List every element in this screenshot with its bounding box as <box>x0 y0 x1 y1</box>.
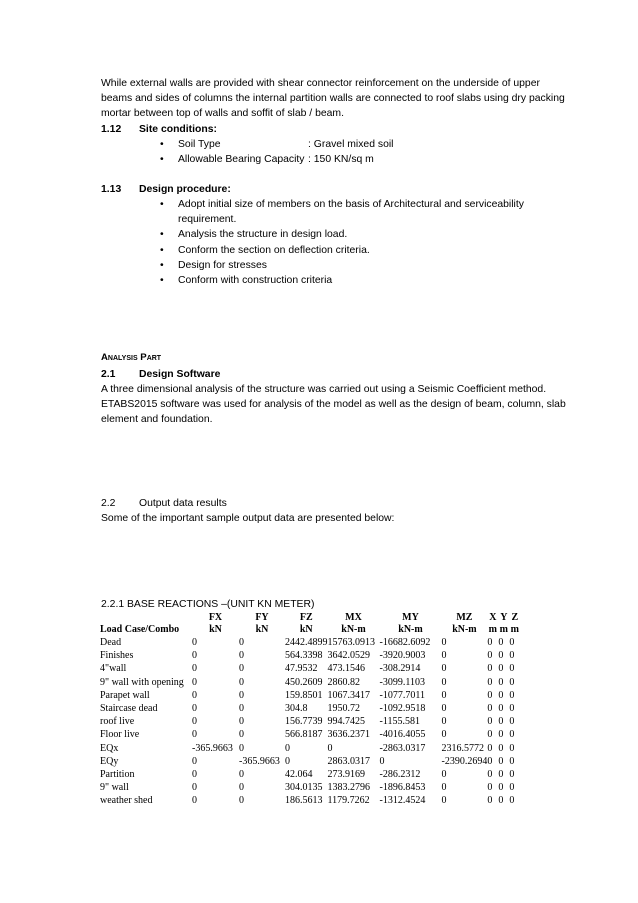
table-cell: 2863.0317 <box>327 755 370 767</box>
table-cell: 0 <box>192 650 197 662</box>
table-cell: 450.2609 <box>285 676 323 688</box>
table-cell: 0 <box>509 755 515 767</box>
list-item <box>160 227 560 242</box>
table-cell: 0 <box>441 769 447 781</box>
table-cell: 0 <box>498 703 504 715</box>
table-cell: 4"wall <box>100 663 127 675</box>
list-item <box>160 137 560 152</box>
table-cell: 1950.72 <box>327 703 360 715</box>
output-results-heading <box>101 496 227 511</box>
item-text: Conform the section on deflection criteria. <box>178 244 370 256</box>
table-cell: 0 <box>487 650 493 662</box>
base-reactions-heading: 2.2.1 BASE REACTIONS –(UNIT KN METER) <box>101 599 315 610</box>
table-row <box>100 781 520 794</box>
table-cell: 1383.2796 <box>327 782 370 794</box>
item-value: : 150 KN/sq m <box>308 154 374 166</box>
bullet-icon: • <box>160 139 164 150</box>
table-cell: 304.0135 <box>285 782 323 794</box>
table-cell: -3099.1103 <box>379 676 425 688</box>
table-cell: 0 <box>239 689 244 701</box>
table-cell: 0 <box>192 729 197 741</box>
list-item <box>160 243 560 258</box>
table-cell: 0 <box>239 637 244 648</box>
table-row <box>100 742 520 755</box>
item-text: Adopt initial size of members on the basis of Architectural and serviceability requirement. <box>178 199 524 226</box>
table-cell: 186.5613 <box>285 795 323 807</box>
table-cell: 0 <box>509 782 515 794</box>
table-row <box>100 768 520 781</box>
table-cell: 0 <box>327 742 333 754</box>
section-number: 2.1 <box>101 369 116 380</box>
table-row <box>100 662 520 675</box>
table-cell: EQy <box>100 755 119 767</box>
table-cell: 0 <box>441 782 447 794</box>
table-cell: 0 <box>239 782 244 794</box>
table-cell: 0 <box>239 650 244 662</box>
table-row <box>100 715 520 728</box>
table-cell: EQx <box>100 742 119 754</box>
table-cell: 0 <box>498 689 504 701</box>
section-title: Design Software <box>139 369 221 380</box>
site-conditions-list <box>160 137 560 167</box>
table-cell: 0 <box>192 663 197 675</box>
table-cell: 3642.0529 <box>327 650 370 662</box>
column-header: FZ kN <box>299 612 313 635</box>
analysis-part-heading: Analysis Part <box>101 352 162 363</box>
list-item <box>160 197 560 227</box>
table-row <box>100 676 520 689</box>
table-cell: 564.3398 <box>285 650 323 662</box>
list-item <box>160 273 560 288</box>
column-header: Z m <box>510 612 520 635</box>
table-row <box>100 649 520 662</box>
table-cell: -16682.6092 <box>379 637 431 648</box>
table-cell: 0 <box>509 729 515 741</box>
intro-paragraph: While external walls are provided with shear connector reinforcement on the underside of upper beams and sides of columns the internal partition walls are connected to roof slabs using dry packing mortar between top of walls and soffit of slab / beam. <box>101 78 565 120</box>
table-cell: Partition <box>100 769 135 781</box>
table-cell: 0 <box>192 676 197 688</box>
table-cell: 0 <box>487 703 493 715</box>
table-cell: 0 <box>498 716 504 728</box>
table-cell: -2390.2694 <box>441 755 488 767</box>
table-cell: 0 <box>509 650 515 662</box>
column-header: FX kN <box>208 612 223 635</box>
bullet-icon: • <box>160 229 164 241</box>
table-cell: 0 <box>239 703 244 715</box>
table-cell: -1077.7011 <box>379 689 425 701</box>
design-procedure-heading <box>101 182 231 197</box>
table-cell: 0 <box>498 742 504 754</box>
column-header: MZ kN-m <box>452 612 477 635</box>
table-cell: 0 <box>487 689 493 701</box>
table-cell: 0 <box>192 637 197 648</box>
table-cell: 0 <box>498 729 504 741</box>
table-cell: 0 <box>239 742 244 754</box>
table-cell: weather shed <box>100 795 153 807</box>
table-cell: 0 <box>441 663 447 675</box>
table-cell: 0 <box>441 795 447 807</box>
table-cell: 0 <box>487 782 493 794</box>
list-item <box>160 152 560 167</box>
table-cell: 0 <box>509 742 515 754</box>
table-row <box>100 794 520 807</box>
table-cell: 0 <box>509 769 515 781</box>
table-cell: 0 <box>239 729 244 741</box>
table-cell: -1896.8453 <box>379 782 426 794</box>
table-cell: 0 <box>487 729 493 741</box>
table-cell: 0 <box>498 676 504 688</box>
section-title: Design procedure: <box>139 184 231 195</box>
bullet-icon: • <box>160 275 164 287</box>
design-software-heading <box>101 367 220 382</box>
design-procedure-list <box>160 197 560 288</box>
table-cell: 0 <box>498 637 504 648</box>
table-cell: 0 <box>239 676 244 688</box>
table-cell: 0 <box>487 755 493 767</box>
table-cell: 0 <box>487 637 493 648</box>
table-cell: 0 <box>487 676 493 688</box>
table-cell: 0 <box>192 755 197 767</box>
table-row <box>100 728 520 741</box>
table-cell: -286.2312 <box>379 769 421 781</box>
table-header-row <box>100 612 520 636</box>
item-text: Design for stresses <box>178 259 267 271</box>
table-cell: 0 <box>487 769 493 781</box>
table-row <box>100 636 520 649</box>
table-cell: Finishes <box>100 650 134 662</box>
bullet-icon: • <box>160 199 164 210</box>
table-cell: 0 <box>379 755 385 767</box>
item-text: Conform with construction criteria <box>178 275 333 287</box>
table-cell: Dead <box>100 637 122 648</box>
table-cell: -365.9663 <box>192 742 233 754</box>
table-cell: 159.8501 <box>285 689 323 701</box>
base-reactions-table <box>100 612 520 808</box>
design-software-paragraph: A three dimensional analysis of the structure was carried out using a Seismic Coefficient method. ETABS2015 software was used for analysis of the model as well as the design of beam, column, slab element and foundation. <box>101 384 566 426</box>
section-number: 1.13 <box>101 184 122 195</box>
table-cell: 0 <box>509 676 515 688</box>
column-header: FY kN <box>255 612 269 635</box>
table-cell: 0 <box>509 703 515 715</box>
table-cell: -1155.581 <box>379 716 420 728</box>
table-cell: 0 <box>192 769 197 781</box>
table-cell: 2860.82 <box>327 676 360 688</box>
table-cell: roof live <box>100 716 135 728</box>
table-cell: 9" wall <box>100 782 129 794</box>
output-results-paragraph: Some of the important sample output data are presented below: <box>101 513 395 524</box>
bullet-icon: • <box>160 154 164 166</box>
table-cell: 0 <box>441 676 447 688</box>
table-cell: 0 <box>498 650 504 662</box>
item-label: Allowable Bearing Capacity <box>178 154 305 166</box>
table-cell: 2442.4899 <box>285 637 328 648</box>
table-cell: 0 <box>441 703 447 715</box>
table-cell: 0 <box>192 716 197 728</box>
table-cell: -1092.9518 <box>379 703 426 715</box>
table-cell: -2863.0317 <box>379 742 426 754</box>
table-cell: 566.8187 <box>285 729 323 741</box>
item-text: Analysis the structure in design load. <box>178 229 348 241</box>
table-cell: 0 <box>509 716 515 728</box>
table-cell: 0 <box>441 716 447 728</box>
table-cell: 0 <box>192 782 197 794</box>
table-cell: 0 <box>498 782 504 794</box>
table-cell: 0 <box>239 663 244 675</box>
table-cell: 0 <box>509 637 515 648</box>
table-cell: 0 <box>498 755 504 767</box>
table-cell: -365.9663 <box>239 755 280 767</box>
table-cell: 0 <box>239 795 244 807</box>
table-cell: 0 <box>239 716 244 728</box>
table-row <box>100 702 520 715</box>
table-cell: 1179.7262 <box>327 795 370 807</box>
table-cell: 3636.2371 <box>327 729 370 741</box>
table-cell: 0 <box>509 663 515 675</box>
section-title: Site conditions: <box>139 124 217 135</box>
table-cell: 0 <box>441 650 447 662</box>
table-cell: 15763.0913 <box>327 637 375 648</box>
item-value: : Gravel mixed soil <box>308 139 394 150</box>
bullet-icon: • <box>160 259 164 271</box>
table-row <box>100 689 520 702</box>
table-cell: 0 <box>285 755 290 767</box>
table-cell: 0 <box>487 795 493 807</box>
table-cell: 0 <box>498 769 504 781</box>
table-cell: 0 <box>239 769 244 781</box>
section-number: 2.2 <box>101 498 116 509</box>
section-number: 1.12 <box>101 124 122 135</box>
column-header: MY kN-m <box>398 612 423 635</box>
table-cell: Staircase dead <box>100 703 158 715</box>
table-cell: 47.9532 <box>285 663 318 675</box>
table-cell: 0 <box>498 663 504 675</box>
table-cell: 994.7425 <box>327 716 365 728</box>
table-cell: 0 <box>441 689 447 701</box>
table-cell: 1067.3417 <box>327 689 370 701</box>
column-header: Load Case/Combo <box>100 624 180 635</box>
table-cell: 0 <box>192 689 197 701</box>
table-cell: 0 <box>192 703 197 715</box>
table-cell: 304.8 <box>285 703 308 715</box>
table-cell: Parapet wall <box>100 689 150 701</box>
column-header: Y m <box>499 612 509 635</box>
table-cell: 156.7739 <box>285 716 323 728</box>
table-cell: -4016.4055 <box>379 729 426 741</box>
table-cell: 0 <box>441 637 447 648</box>
item-label: Soil Type <box>178 139 221 150</box>
table-cell: 0 <box>509 795 515 807</box>
table-cell: 42.064 <box>285 769 313 781</box>
table-cell: 0 <box>285 742 290 754</box>
table-cell: 0 <box>487 716 493 728</box>
table-cell: -3920.9003 <box>379 650 426 662</box>
table-cell: 473.1546 <box>327 663 365 675</box>
table-cell: 0 <box>498 795 504 807</box>
table-cell: -308.2914 <box>379 663 421 675</box>
table-row <box>100 755 520 768</box>
table-cell: 273.9169 <box>327 769 365 781</box>
table-cell: 9" wall with opening <box>100 676 184 688</box>
table-cell: 0 <box>487 742 493 754</box>
column-header: X m <box>488 612 498 635</box>
list-item <box>160 258 560 273</box>
table-cell: 0 <box>192 795 197 807</box>
table-cell: 0 <box>487 663 493 675</box>
table-body <box>100 636 520 808</box>
table-cell: -1312.4524 <box>379 795 426 807</box>
bullet-icon: • <box>160 244 164 256</box>
site-conditions-heading <box>101 122 217 137</box>
table-cell: 0 <box>509 689 515 701</box>
column-header: MX kN-m <box>341 612 366 635</box>
table-cell: Floor live <box>100 729 140 741</box>
section-title: Output data results <box>139 498 227 509</box>
table-cell: 2316.5772 <box>441 742 484 754</box>
table-cell: 0 <box>441 729 447 741</box>
